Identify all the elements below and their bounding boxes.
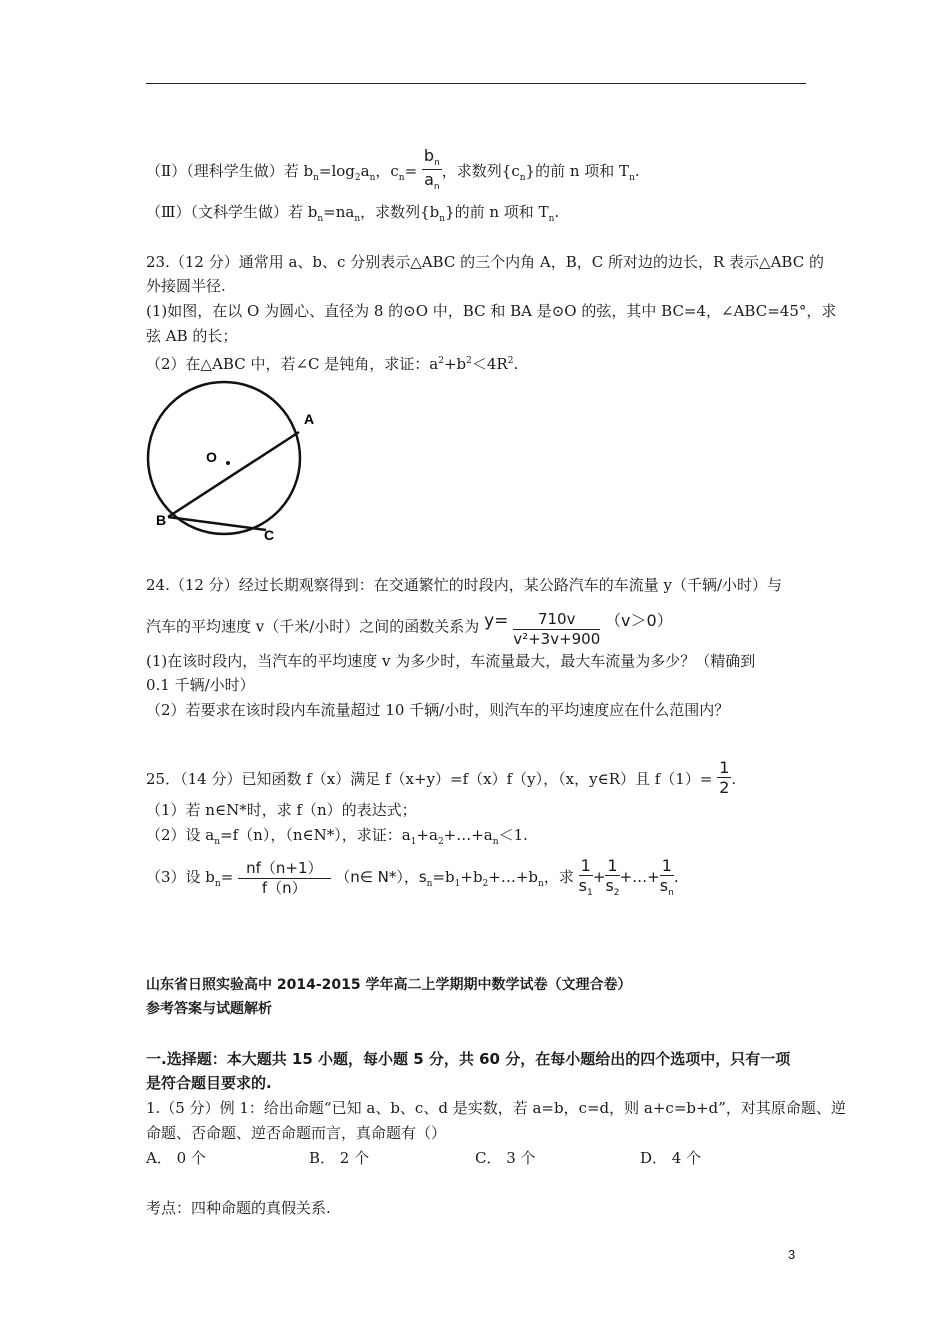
answer-subtitle: 参考答案与试题解析 [146,1001,272,1017]
q1-line2: 命题、否命题、逆否命题而言，真命题有（） [146,1124,447,1142]
q25-line3: （2）设 $a_n=f(n)$，（n∈N*），求证：$a_1+a_2+\dots+a_n<1$. [146,826,528,847]
chord-ba [168,432,299,517]
q24-line4: 0.1 千辆/小时） [146,676,255,694]
q24-line2: 汽车的平均速度 v（千米/小时）之间的函数关系为 y= $\frac{710v}{\text{v²+3v+900}}$ （v＞0） [146,610,673,648]
q22-part2: （Ⅱ）（理科学生做）若 $b_n=\log_2a_n$，$c_n=$ $\frac{b_n}{a_n}$ ，求数列$\{c_n\}$的前 n 项和 $T_n$. [146,146,640,193]
q1-line1: 1.（5 分）例 1：给出命题“已知 a、b、c、d 是实数，若 a=b，c=d，则 a+c=b+d”，对其原命题、逆 [146,1099,846,1117]
q23-line3: (1)如图，在以 O 为圆心、直径为 8 的⊙O 中，BC 和 BA 是⊙O 的弦，其中 BC=4，∠ABC=45°，求 [146,302,837,320]
q23-line1: 23.（12 分）通常用 a、b、c 分别表示△ABC 的三个内角 A，B，C 所对边的边长，R 表示△ABC 的 [146,253,824,271]
label-a: A [304,411,315,427]
q23-line2: 外接圆半径. [146,277,226,295]
option-a: A． 0 个 [146,1149,206,1167]
one-half-fraction: $\frac{1}{2}$ [719,758,730,797]
answer-title: 山东省日照实验高中 2014-2015 学年高二上学期期中数学试卷（文理合卷） [146,977,632,993]
q22-part3: （Ⅲ）（文科学生做）若 $b_n=na_n$，求数列$\{b_n\}$的前 n 项和 $T_n$. [146,203,560,224]
q25-line4: （3）设 $b_n=$ $\frac{nf(n+1)}{f(n)}$ （n∈ N*），$s_n=b_1+b_2+\dots+b_n$，求 $\frac{1}{s_1}$ + $\frac{1}{s_2}$ +…+ $\frac{1}{s_n}$ . [146,856,679,899]
header-rule [146,83,806,84]
circle-figure [140,380,320,550]
option-d: D． 4 个 [640,1149,702,1167]
kaodian: 考点：四种命题的真假关系. [146,1199,331,1217]
section1-line1: 一.选择题：本大题共 15 小题，每小题 5 分，共 60 分，在每小题给出的四个选项中，只有一项 [146,1050,791,1068]
q23-line4: 弦 AB 的长； [146,327,238,345]
q24-fraction: $\frac{710v}{\text{v²+3v+900}}$ [513,610,601,648]
center-point [226,461,230,465]
section1-line2: 是符合题目要求的. [146,1074,272,1092]
q25-line2: （1）若 n∈N*时，求 f（n）的表达式； [146,801,417,819]
sum-frac-1: $\frac{1}{s_1}$ [578,856,593,899]
q24-line5: （2）若要求在该时段内车流量超过 10 千辆/小时，则汽车的平均速度应在什么范围内？ [146,701,730,719]
label-o: O [206,449,217,465]
page-number: 3 [788,1247,796,1262]
sum-frac-2: $\frac{1}{s_2}$ [605,856,620,899]
chord-bc [168,517,266,530]
label-c: C [264,527,275,543]
circle-o [148,382,300,534]
q22-fraction: $\frac{b_n}{a_n}$ [423,146,440,193]
option-b: B． 2 个 [309,1149,370,1167]
q24-line1: 24.（12 分）经过长期观察得到：在交通繁忙的时段内，某公路汽车的车流量 y（千辆/小时）与 [146,576,783,594]
q25-line1: 25．（14 分）已知函数 f（x）满足 f（x+y）=f（x）f（y），（x，y∈R）且 f（1）= $\frac{1}{2}$ . [146,758,737,797]
option-c: C． 3 个 [475,1149,536,1167]
bn-fraction: $\frac{nf(n+1)}{f(n)}$ [238,861,330,896]
sum-frac-n: $\frac{1}{s_n}$ [659,856,674,899]
q23-line5: （2）在△ABC 中，若∠C 是钝角，求证：$a^2+b^2<4R^2$. [146,355,519,373]
q24-line3: (1)在该时段内，当汽车的平均速度 v 为多少时，车流量最大，最大车流量为多少？（精确到 [146,652,756,670]
label-b: B [156,512,167,528]
